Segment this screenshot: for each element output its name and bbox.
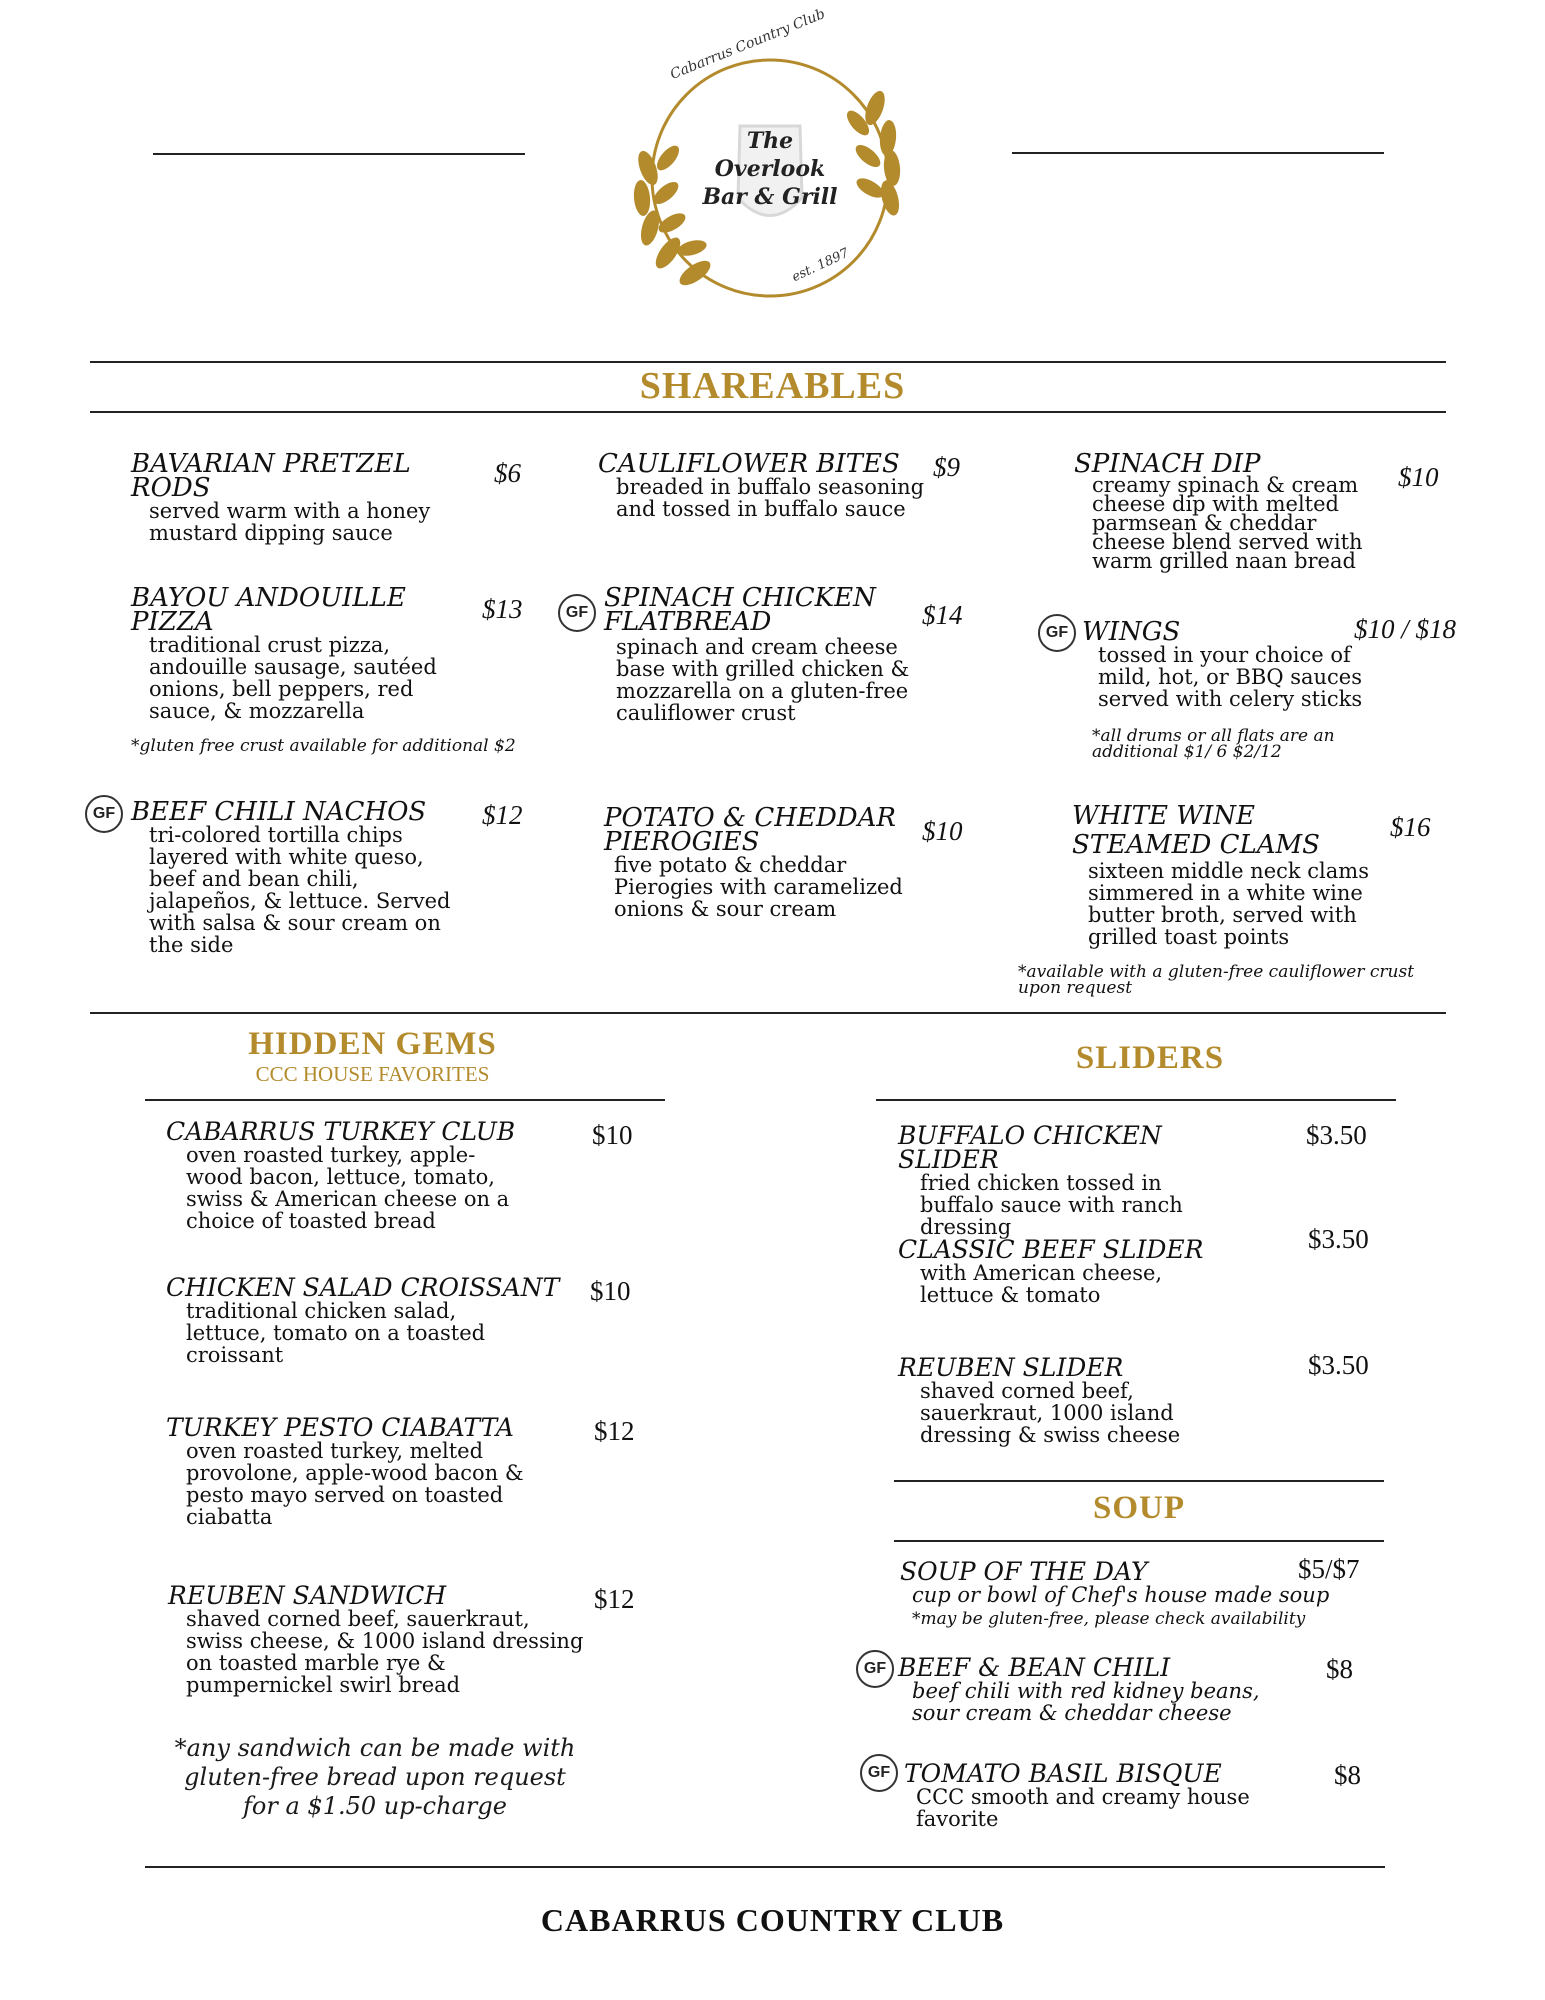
- header-left-rule: [153, 153, 525, 155]
- item-note: *gluten free crust available for additional $2: [131, 736, 516, 756]
- item-price: $12: [594, 1584, 635, 1614]
- menu-item: [1082, 617, 1382, 711]
- item-description: served warm with a honey mustard dipping sauce: [149, 499, 431, 545]
- item-price: $6: [494, 458, 521, 488]
- header-right-rule: [1012, 152, 1384, 154]
- item-name: CAULIFLOWER BITES: [598, 449, 900, 479]
- item-price: $3.50: [1308, 1224, 1369, 1254]
- menu-item: [166, 1273, 586, 1367]
- sliders-title: SLIDERS: [1075, 1040, 1225, 1076]
- item-description: shaved corned beef, sauerkraut, 1000 island dressing & swiss cheese: [920, 1379, 1181, 1447]
- item-description: traditional chicken salad, lettuce, tomato on a toasted croissant: [186, 1299, 486, 1367]
- item-description: cup or bowl of Chef's house made soup: [912, 1583, 1330, 1607]
- item-description: traditional crust pizza, andouille sausage, sautéed onions, bell peppers, red sauce, & mozzarella: [149, 633, 437, 723]
- menu-item: [166, 1117, 526, 1233]
- item-price: $8: [1334, 1760, 1361, 1790]
- item-name: REUBEN SLIDER: [898, 1353, 1124, 1382]
- shareables-top-rule: [90, 361, 1446, 363]
- menu-item: [898, 1653, 1318, 1725]
- logo-est: est. 1897: [789, 245, 852, 286]
- menu-item: [1072, 802, 1392, 948]
- menu-item: [131, 449, 471, 545]
- item-note: *may be gluten-free, please check availability: [912, 1609, 1306, 1629]
- item-description: with American cheese, lettuce & tomato: [920, 1261, 1163, 1307]
- item-price: $12: [594, 1416, 635, 1446]
- item-description: breaded in buffalo seasoning and tossed in buffalo sauce: [616, 475, 925, 521]
- footer-rule: [145, 1866, 1385, 1868]
- item-description: five potato & cheddar Pierogies with caramelized onions & sour cream: [614, 853, 903, 921]
- hidden-gems-title: HIDDEN GEMS: [248, 1026, 497, 1062]
- menu-item: [131, 797, 461, 957]
- item-price: $12: [482, 800, 523, 830]
- item-note: *all drums or all flats are an additional $1/ 6 $2/12: [1092, 726, 1335, 762]
- item-description: beef chili with red kidney beans, sour cream & cheddar cheese: [912, 1679, 1260, 1725]
- gluten-free-badge: GF: [856, 1650, 894, 1688]
- shareables-title: SHAREABLES: [639, 365, 906, 407]
- item-name: WINGS: [1082, 617, 1181, 647]
- menu-item: [604, 583, 924, 725]
- item-name: SPINACH DIP: [1074, 449, 1261, 479]
- item-price: $10: [590, 1276, 631, 1306]
- hidden-gems-subtitle: CCC HOUSE FAVORITES: [255, 1062, 490, 1086]
- item-name: SPINACH CHICKEN FLATBREAD: [604, 583, 876, 637]
- menu-item: [898, 1121, 1258, 1239]
- item-price: $10: [1398, 462, 1439, 492]
- item-name: BEEF & BEAN CHILI: [898, 1653, 1171, 1682]
- item-price: $8: [1326, 1654, 1353, 1684]
- menu-item: [898, 1235, 1258, 1307]
- hidden-gems-rule: [145, 1099, 665, 1101]
- footer-club-name: CABARRUS COUNTRY CLUB: [540, 1902, 1005, 1938]
- menu-item: [168, 1581, 588, 1697]
- item-price: $3.50: [1306, 1120, 1367, 1150]
- item-description: shaved corned beef, sauerkraut, swiss cheese, & 1000 island dressing on toasted marble rye & pumpernickel swirl bread: [186, 1607, 584, 1697]
- gluten-free-badge: GF: [558, 594, 596, 632]
- item-name: CLASSIC BEEF SLIDER: [898, 1235, 1204, 1264]
- item-name: SOUP OF THE DAY: [900, 1557, 1148, 1586]
- item-description: oven roasted turkey, melted provolone, apple-wood bacon & pesto mayo served on toasted ciabatta: [186, 1439, 524, 1529]
- soup-top-rule: [894, 1480, 1384, 1482]
- item-name: POTATO & CHEDDAR PIEROGIES: [604, 803, 897, 857]
- menu-item: [904, 1759, 1324, 1831]
- item-description: creamy spinach & cream cheese dip with melted parmsean & cheddar cheese blend served with warm grilled naan bread: [1092, 473, 1363, 573]
- shareables-end-rule: [90, 1012, 1446, 1014]
- logo-title-line1: The: [746, 128, 794, 154]
- menu-item: [131, 583, 461, 723]
- item-description: tossed in your choice of mild, hot, or BBQ sauces served with celery sticks: [1098, 643, 1363, 711]
- item-description: oven roasted turkey, apple-wood bacon, lettuce, tomato, swiss & American cheese on a choice of toasted bread: [186, 1143, 510, 1233]
- item-price: $16: [1390, 812, 1431, 842]
- item-name: CABARRUS TURKEY CLUB: [166, 1117, 516, 1146]
- menu-item: [1074, 449, 1374, 573]
- item-price: $3.50: [1308, 1350, 1369, 1380]
- logo-arc-text: Cabarrus Country Club: [668, 6, 828, 83]
- menu-item: [598, 449, 938, 521]
- shareables-bottom-rule: [90, 411, 1446, 413]
- item-name: BAYOU ANDOUILLE PIZZA: [131, 583, 406, 637]
- item-description: fried chicken tossed in buffalo sauce with ranch dressing: [920, 1171, 1183, 1239]
- item-price: $10: [922, 816, 963, 846]
- item-name: BAVARIAN PRETZEL RODS: [131, 449, 411, 503]
- item-price: $9: [933, 452, 960, 482]
- sliders-rule: [876, 1099, 1396, 1101]
- menu-item: [898, 1353, 1258, 1447]
- item-description: spinach and cream cheese base with grilled chicken & mozzarella on a gluten-free cauliflower crust: [616, 635, 910, 725]
- item-note: *available with a gluten-free cauliflower crust upon request: [1018, 962, 1415, 998]
- menu-item: [900, 1557, 1340, 1629]
- menu-item: [604, 803, 904, 921]
- item-price: $10 / $18: [1354, 614, 1457, 644]
- gluten-free-badge: GF: [85, 795, 123, 833]
- item-description: tri-colored tortilla chips layered with white queso, beef and bean chili, jalapeños, & lettuce. Served with salsa & sour cream on the side: [149, 823, 451, 957]
- club-logo: [620, 6, 920, 308]
- item-price: $5/$7: [1298, 1554, 1360, 1584]
- soup-title: SOUP: [1092, 1490, 1185, 1526]
- gluten-free-badge: GF: [1038, 614, 1076, 652]
- menu-item: [166, 1413, 546, 1529]
- soup-bottom-rule: [894, 1540, 1384, 1542]
- item-name: BEEF CHILI NACHOS: [131, 797, 427, 827]
- item-price: $13: [482, 594, 523, 624]
- item-name: CHICKEN SALAD CROISSANT: [166, 1273, 560, 1302]
- item-description: sixteen middle neck clams simmered in a white wine butter broth, served with grilled toast points: [1088, 859, 1369, 949]
- item-name: TURKEY PESTO CIABATTA: [166, 1413, 514, 1442]
- sandwich-gluten-free-note: *any sandwich can be made with gluten-free bread upon request for a $1.50 up-charge: [174, 1734, 576, 1820]
- item-name: WHITE WINE STEAMED CLAMS: [1072, 801, 1320, 860]
- item-description: CCC smooth and creamy house favorite: [916, 1785, 1250, 1831]
- gluten-free-badge: GF: [860, 1754, 898, 1792]
- item-name: TOMATO BASIL BISQUE: [904, 1759, 1222, 1788]
- item-name: BUFFALO CHICKEN SLIDER: [898, 1121, 1162, 1174]
- logo-title-line3: Bar & Grill: [702, 184, 838, 210]
- logo-title-line2: Overlook: [714, 156, 826, 182]
- item-price: $10: [592, 1120, 633, 1150]
- item-name: REUBEN SANDWICH: [168, 1581, 447, 1610]
- item-price: $14: [922, 600, 963, 630]
